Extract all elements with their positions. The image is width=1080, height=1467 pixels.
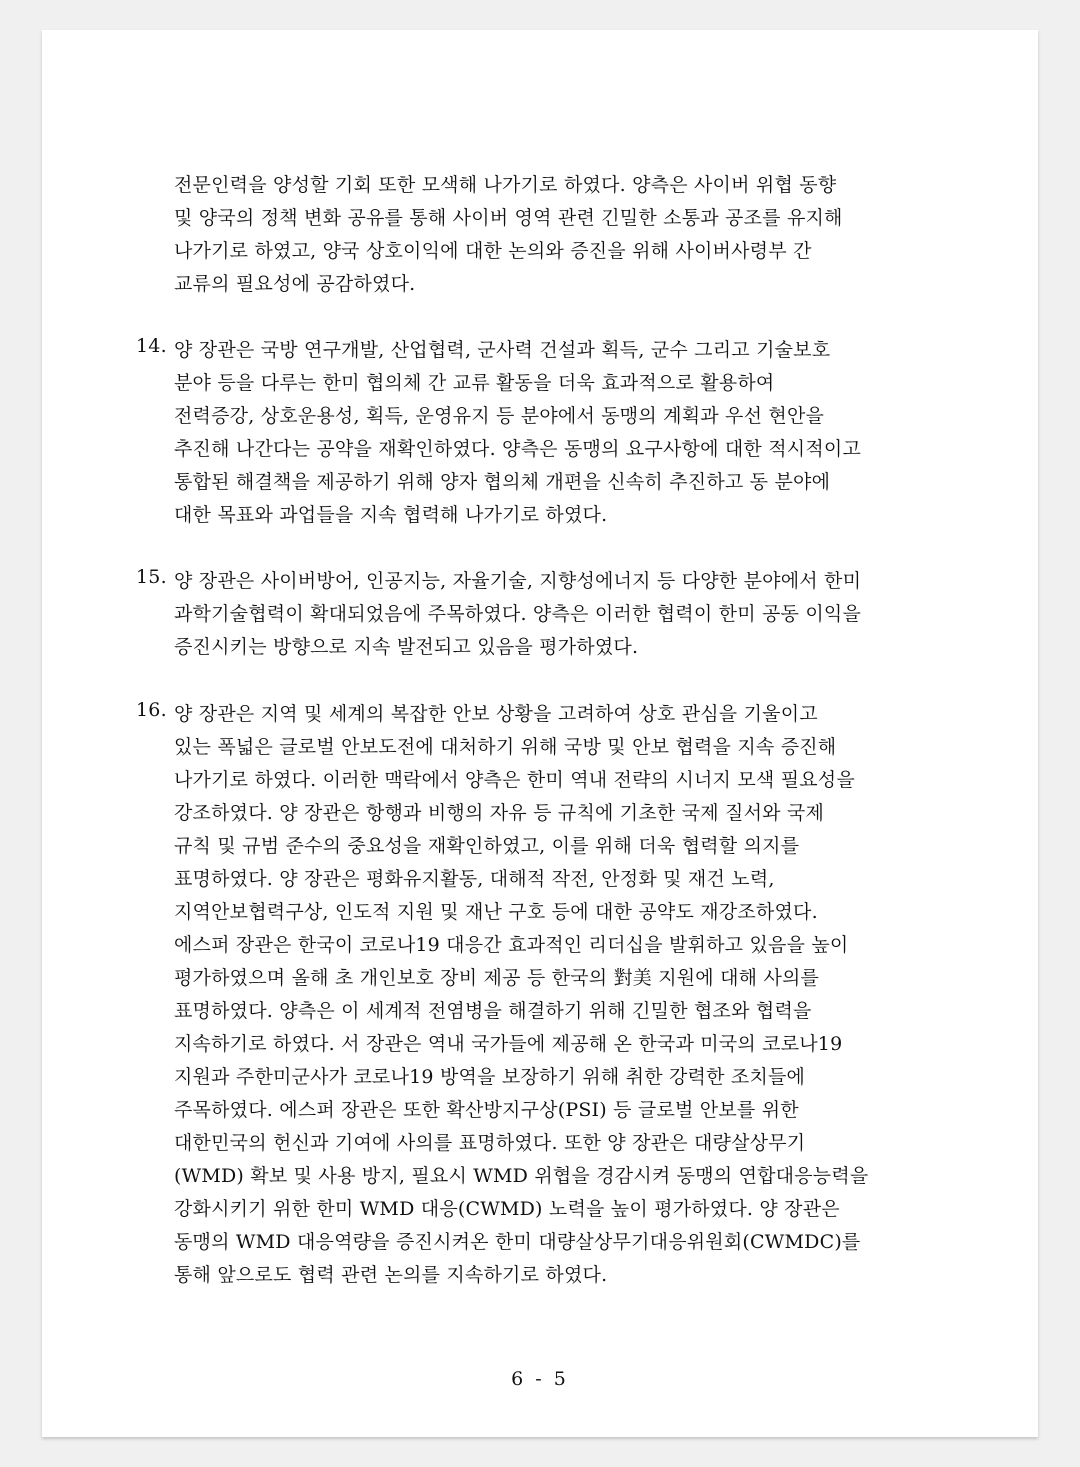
- paragraph-line: 평가하였으며 올해 초 개인보호 장비 제공 등 한국의 對美 지원에 대해 사의를: [174, 967, 820, 989]
- paragraph-line: 양 장관은 사이버방어, 인공지능, 자율기술, 지향성에너지 등 다양한 분야에서 한미: [174, 570, 862, 592]
- paragraph-line: 지원과 주한미군사가 코로나19 방역을 보장하기 위해 취한 강력한 조치들에: [174, 1066, 806, 1088]
- item-number: 14.: [136, 335, 167, 357]
- paragraph-line: 동맹의 WMD 대응역량을 증진시켜온 한미 대량살상무기대응위원회(CWMDC)를: [174, 1231, 861, 1253]
- page-number: 6 - 5: [511, 1368, 569, 1390]
- paragraph-line: 및 양국의 정책 변화 공유를 통해 사이버 영역 관련 긴밀한 소통과 공조를 유지해: [174, 207, 843, 229]
- paragraph-line: 대한민국의 헌신과 기여에 사의를 표명하였다. 또한 양 장관은 대량살상무기: [174, 1132, 806, 1154]
- paragraph-line: 교류의 필요성에 공감하였다.: [174, 273, 416, 295]
- paragraph-line: 규칙 및 규범 준수의 중요성을 재확인하였고, 이를 위해 더욱 협력할 의지를: [174, 835, 800, 857]
- paragraph-line: 강화시키기 위한 한미 WMD 대응(CWMD) 노력을 높이 평가하였다. 양 장관은: [174, 1198, 840, 1220]
- paragraph-line: 강조하였다. 양 장관은 항행과 비행의 자유 등 규칙에 기초한 국제 질서와 국제: [174, 802, 825, 824]
- document-page: [42, 30, 1038, 1437]
- paragraph-line: 지역안보협력구상, 인도적 지원 및 재난 구호 등에 대한 공약도 재강조하였다.: [174, 901, 818, 923]
- paragraph-line: 있는 폭넓은 글로벌 안보도전에 대처하기 위해 국방 및 안보 협력을 지속 증진해: [174, 736, 837, 758]
- paragraph-line: 대한 목표와 과업들을 지속 협력해 나가기로 하였다.: [174, 504, 608, 526]
- paragraph-line: 분야 등을 다루는 한미 협의체 간 교류 활동을 더욱 효과적으로 활용하여: [174, 372, 775, 394]
- paragraph-line: 양 장관은 국방 연구개발, 산업협력, 군사력 건설과 획득, 군수 그리고 기술보호: [174, 339, 831, 361]
- paragraph-line: 전문인력을 양성할 기회 또한 모색해 나가기로 하였다. 양측은 사이버 위협 동향: [174, 174, 837, 196]
- paragraph-line: 표명하였다. 양측은 이 세계적 전염병을 해결하기 위해 긴밀한 협조와 협력을: [174, 1000, 812, 1022]
- paragraph-line: 주목하였다. 에스퍼 장관은 또한 확산방지구상(PSI) 등 글로벌 안보를 위한: [174, 1099, 799, 1121]
- paragraph-line: 전력증강, 상호운용성, 획득, 운영유지 등 분야에서 동맹의 계획과 우선 현안을: [174, 405, 825, 427]
- paragraph-line: 통합된 해결책을 제공하기 위해 양자 협의체 개편을 신속히 추진하고 동 분야에: [174, 471, 831, 493]
- paragraph-line: (WMD) 확보 및 사용 방지, 필요시 WMD 위협을 경감시켜 동맹의 연합대응능력을: [174, 1165, 869, 1187]
- paragraph-line: 지속하기로 하였다. 서 장관은 역내 국가들에 제공해 온 한국과 미국의 코로나19: [174, 1033, 843, 1055]
- paragraph-line: 증진시키는 방향으로 지속 발전되고 있음을 평가하였다.: [174, 636, 639, 658]
- paragraph-line: 양 장관은 지역 및 세계의 복잡한 안보 상황을 고려하여 상호 관심을 기울이고: [174, 703, 818, 725]
- item-number: 15.: [136, 566, 167, 588]
- paragraph-line: 나가기로 하였고, 양국 상호이익에 대한 논의와 증진을 위해 사이버사령부 간: [174, 240, 812, 262]
- paragraph-line: 과학기술협력이 확대되었음에 주목하였다. 양측은 이러한 협력이 한미 공동 이익을: [174, 603, 861, 625]
- paragraph-line: 추진해 나간다는 공약을 재확인하였다. 양측은 동맹의 요구사항에 대한 적시적이고: [174, 438, 861, 460]
- item-number: 16.: [136, 699, 167, 721]
- paragraph-line: 표명하였다. 양 장관은 평화유지활동, 대해적 작전, 안정화 및 재건 노력,: [174, 868, 775, 890]
- paragraph-line: 통해 앞으로도 협력 관련 논의를 지속하기로 하였다.: [174, 1264, 608, 1286]
- paragraph-line: 나가기로 하였다. 이러한 맥락에서 양측은 한미 역내 전략의 시너지 모색 필요성을: [174, 769, 855, 791]
- paragraph-line: 에스퍼 장관은 한국이 코로나19 대응간 효과적인 리더십을 발휘하고 있음을 높이: [174, 934, 849, 956]
